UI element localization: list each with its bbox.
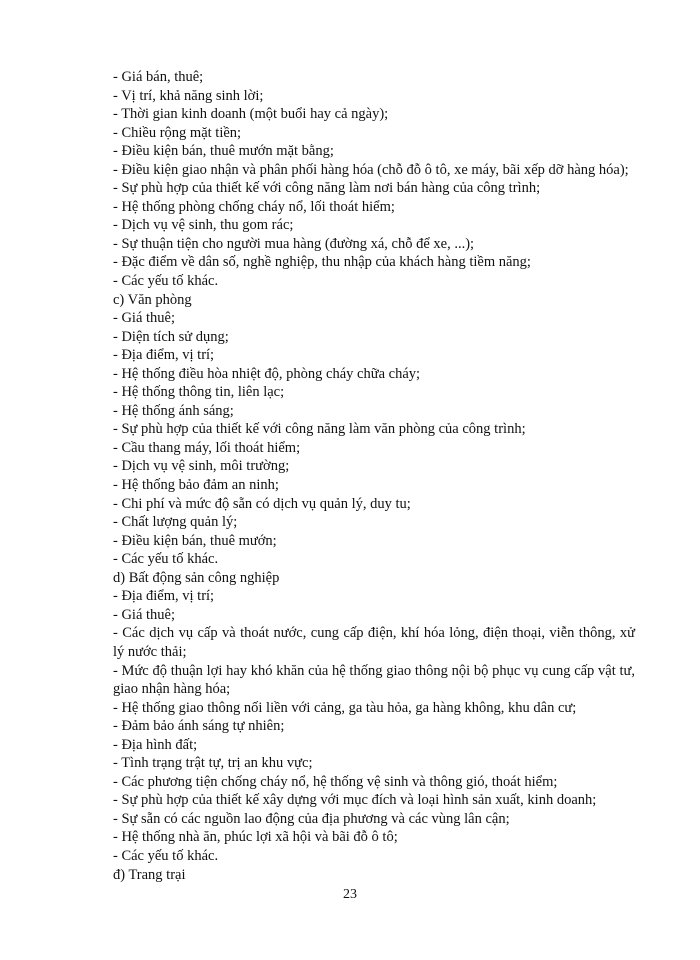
text-line: - Giá bán, thuê; [113,69,204,85]
text-line: - Chi phí và mức độ sẵn có dịch vụ quản lý, duy tu; [113,495,411,512]
text-line: - Sự thuận tiện cho người mua hàng (đường xá, chỗ để xe, ...); [113,235,475,252]
text-line: - Các phương tiện chống cháy nổ, hệ thống vệ sinh và thông gió, thoát hiểm; [113,773,558,790]
text-line: - Hệ thống nhà ăn, phúc lợi xã hội và bãi đỗ ô tô; [113,829,398,846]
text-line: - Sự phù hợp của thiết kế với công năng làm văn phòng của công trình; [113,421,526,438]
page-number: 23 [343,887,357,902]
text-line: - Giá thuê; [113,310,176,327]
text-line: - Hệ thống ánh sáng; [113,402,234,419]
text-line: - Dịch vụ vệ sinh, môi trường; [113,458,290,475]
text-line: - Các yếu tố khác. [113,847,219,864]
text-line: - Tình trạng trật tự, trị an khu vực; [113,755,313,772]
document-body [113,68,635,884]
text-line: - Hệ thống điều hòa nhiệt độ, phòng cháy chữa cháy; [113,365,421,382]
text-line: - Chiều rộng mặt tiền; [113,124,242,141]
text-line: - Đảm bảo ánh sáng tự nhiên; [113,718,285,735]
text-line: - Diện tích sử dụng; [113,328,229,345]
text-line: - Chất lượng quản lý; [113,514,238,531]
text-line: - Các yếu tố khác. [113,273,219,290]
text-line: - Cầu thang máy, lối thoát hiểm; [113,439,301,456]
text-line: - Thời gian kinh doanh (một buổi hay cả ngày); [113,106,389,123]
text-line: - Hệ thống thông tin, liên lạc; [113,384,285,401]
text-paragraph: - Mức độ thuận lợi hay khó khăn của hệ thống giao thông nội bộ phục vụ cung cấp vật tư, giao nhận hàng hóa; [113,662,635,698]
text-line: - Sự phù hợp của thiết kế với công năng làm nơi bán hàng của công trình; [113,180,541,197]
text-line: - Sự sẵn có các nguồn lao động của địa phương và các vùng lân cận; [113,810,510,827]
text-line: - Điều kiện bán, thuê mướn; [113,532,277,549]
text-line: - Các yếu tố khác. [113,551,219,568]
text-line: - Sự phù hợp của thiết kế xây dựng với mục đích và loại hình sản xuất, kinh doanh; [113,792,597,809]
text-line: - Giá thuê; [113,606,176,623]
section-heading: đ) Trang trại [113,866,186,883]
section-heading: d) Bất động sản công nghiệp [113,569,280,586]
text-line: - Hệ thống phòng chống cháy nổ, lối thoát hiểm; [113,198,395,215]
text-line: - Hệ thống giao thông nối liền với cảng, ga tàu hỏa, ga hàng không, khu dân cư; [113,699,577,716]
section-heading: c) Văn phòng [113,291,192,308]
text-line: - Vị trí, khả năng sinh lời; [113,87,264,104]
text-line: - Địa điểm, vị trí; [113,588,215,605]
text-line: - Địa điểm, vị trí; [113,347,215,364]
text-line: - Địa hình đất; [113,736,198,753]
text-line: - Điều kiện bán, thuê mướn mặt bằng; [113,143,334,160]
text-paragraph: - Các dịch vụ cấp và thoát nước, cung cấp điện, khí hóa lỏng, điện thoại, viễn thông, xử lý nước thải; [113,625,635,660]
text-line: - Đặc điểm về dân số, nghề nghiệp, thu nhập của khách hàng tiềm năng; [113,254,531,271]
text-paragraph: - Điều kiện giao nhận và phân phối hàng hóa (chỗ đỗ ô tô, xe máy, bãi xếp dỡ hàng hóa); [113,161,629,178]
text-line: - Dịch vụ vệ sinh, thu gom rác; [113,217,294,234]
text-line: - Hệ thống bảo đảm an ninh; [113,477,279,494]
